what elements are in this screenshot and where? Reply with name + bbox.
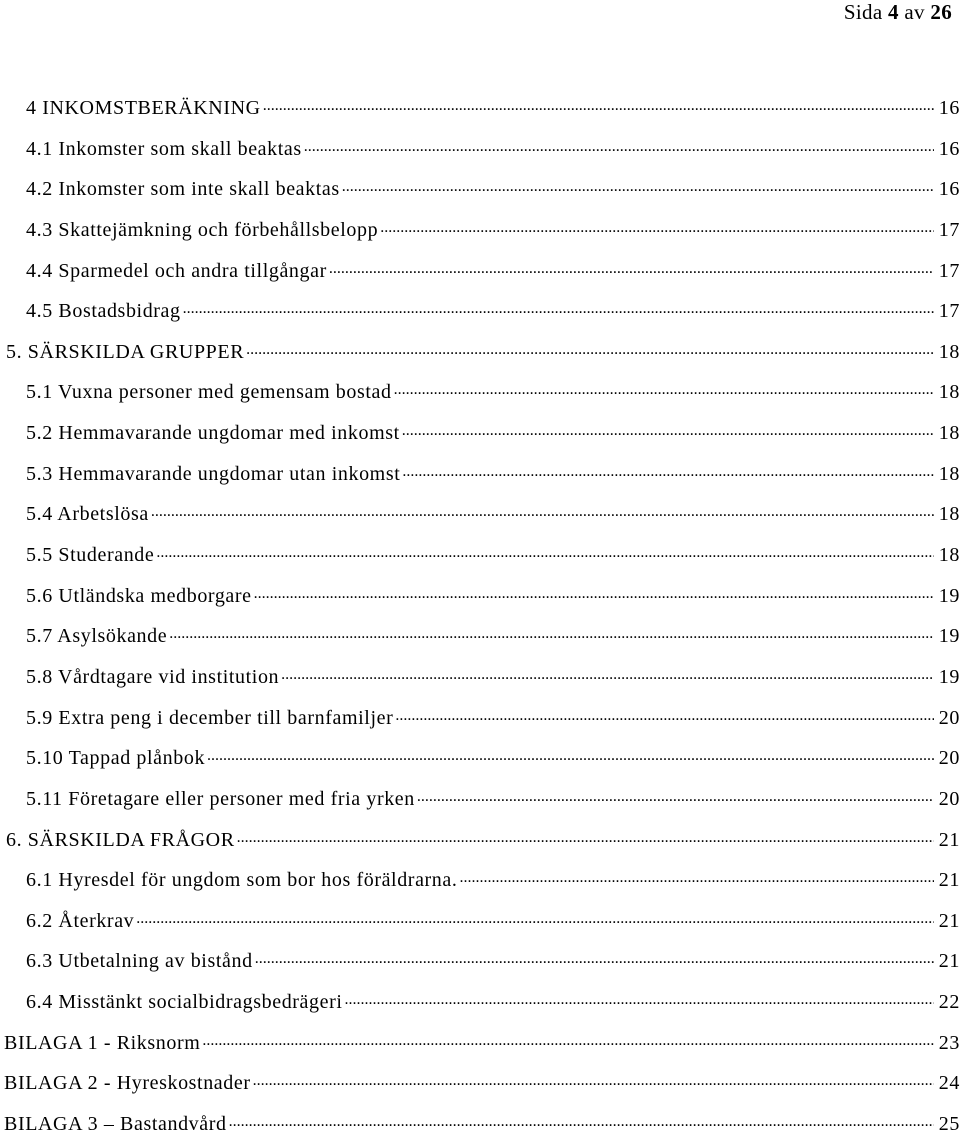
toc-entry-page-number[interactable]: 18 <box>938 462 960 485</box>
toc-dot-leader <box>342 175 934 195</box>
toc-entry-title[interactable]: 6.3 Utbetalning av bistånd <box>26 950 253 973</box>
toc-entry-title[interactable]: 5. SÄRSKILDA GRUPPER <box>6 340 245 363</box>
toc-dot-leader <box>202 1029 934 1049</box>
toc-entry-title[interactable]: 5.9 Extra peng i december till barnfamiljer <box>26 706 394 729</box>
toc-entry[interactable] <box>0 616 960 657</box>
toc-dot-leader <box>156 541 934 561</box>
toc-entry[interactable] <box>0 657 960 698</box>
toc-entry-title[interactable]: BILAGA 1 - Riksnorm <box>4 1031 201 1054</box>
toc-dot-leader <box>329 257 934 277</box>
toc-entry-title[interactable]: 6.4 Misstänkt socialbidragsbedrägeri <box>26 991 343 1014</box>
toc-entry-page-number[interactable]: 17 <box>938 259 960 282</box>
toc-dot-leader <box>460 866 935 886</box>
toc-entry[interactable] <box>0 88 960 129</box>
toc-dot-leader <box>254 582 934 602</box>
toc-entry[interactable] <box>0 698 960 739</box>
toc-entry-page-number[interactable]: 16 <box>938 178 960 201</box>
toc-entry-title[interactable]: 5.10 Tappad plånbok <box>26 747 206 770</box>
toc-entry-title[interactable]: 5.4 Arbetslösa <box>26 503 149 526</box>
toc-entry-title[interactable]: 5.5 Studerande <box>26 544 155 567</box>
toc-entry[interactable] <box>0 1104 960 1145</box>
toc-entry-title[interactable]: 5.11 Företagare eller personer med fria yrken <box>26 787 415 810</box>
toc-entry-page-number[interactable]: 19 <box>938 625 960 648</box>
toc-dot-leader <box>345 988 934 1008</box>
toc-entry[interactable] <box>0 291 960 332</box>
toc-dot-leader <box>380 216 934 236</box>
toc-entry[interactable] <box>0 779 960 820</box>
toc-entry-page-number[interactable]: 18 <box>938 340 960 363</box>
toc-dot-leader <box>281 663 934 683</box>
toc-entry-page-number[interactable]: 19 <box>938 665 960 688</box>
toc-entry-page-number[interactable]: 18 <box>938 503 960 526</box>
toc-entry-page-number[interactable]: 21 <box>938 869 960 892</box>
toc-dot-leader <box>183 297 934 317</box>
toc-dot-leader <box>253 1069 934 1089</box>
toc-entry-title[interactable]: 6.1 Hyresdel för ungdom som bor hos föräldrarna. <box>26 869 458 892</box>
toc-entry[interactable] <box>0 941 960 982</box>
toc-dot-leader <box>402 419 934 439</box>
toc-entry[interactable] <box>0 454 960 495</box>
toc-entry-page-number[interactable]: 23 <box>938 1031 960 1054</box>
toc-dot-leader <box>136 907 934 927</box>
toc-entry[interactable] <box>0 413 960 454</box>
toc-entry-title[interactable]: 5.3 Hemmavarande ungdomar utan inkomst <box>26 462 401 485</box>
toc-dot-leader <box>151 500 934 520</box>
toc-entry-page-number[interactable]: 25 <box>938 1113 960 1136</box>
toc-entry[interactable] <box>0 576 960 617</box>
toc-entry-page-number[interactable]: 18 <box>938 422 960 445</box>
toc-entry-page-number[interactable]: 21 <box>938 909 960 932</box>
toc-dot-leader <box>229 1110 934 1130</box>
toc-entry-page-number[interactable]: 19 <box>938 584 960 607</box>
toc-entry-title[interactable]: 5.7 Asylsökande <box>26 625 168 648</box>
toc-entry[interactable] <box>0 332 960 373</box>
page-number-header <box>844 0 952 24</box>
toc-entry-title[interactable]: 6. SÄRSKILDA FRÅGOR <box>6 828 235 851</box>
toc-entry-page-number[interactable]: 20 <box>938 787 960 810</box>
toc-entry-page-number[interactable]: 21 <box>938 828 960 851</box>
toc-entry-title[interactable]: 4.4 Sparmedel och andra tillgångar <box>26 259 327 282</box>
toc-entry-title[interactable]: 4.2 Inkomster som inte skall beaktas <box>26 178 340 201</box>
toc-entry-page-number[interactable]: 16 <box>938 97 960 119</box>
toc-entry-page-number[interactable]: 18 <box>938 381 960 404</box>
toc-entry-page-number[interactable]: 21 <box>938 950 960 973</box>
toc-entry[interactable] <box>0 1063 960 1104</box>
toc-dot-leader <box>395 704 934 724</box>
toc-entry-title[interactable]: 5.6 Utländska medborgare <box>26 584 252 607</box>
toc-entry[interactable] <box>0 820 960 861</box>
toc-dot-leader <box>402 460 934 480</box>
toc-entry[interactable] <box>0 860 960 901</box>
toc-entry[interactable] <box>0 210 960 251</box>
toc-entry-title[interactable]: 4.1 Inkomster som skall beaktas <box>26 137 302 160</box>
toc-entry-page-number[interactable]: 20 <box>938 747 960 770</box>
toc-entry-page-number[interactable]: 24 <box>938 1072 960 1095</box>
toc-entry-title[interactable]: 6.2 Återkrav <box>26 909 135 932</box>
toc-entry[interactable] <box>0 494 960 535</box>
toc-dot-leader <box>237 826 934 846</box>
toc-entry[interactable] <box>0 251 960 292</box>
toc-dot-leader <box>169 622 934 642</box>
toc-entry-title[interactable]: BILAGA 3 – Bastandvård <box>4 1113 227 1136</box>
toc-entry-page-number[interactable]: 16 <box>938 137 960 160</box>
toc-dot-leader <box>207 744 934 764</box>
total-pages: 26 <box>930 0 952 24</box>
toc-entry-page-number[interactable]: 20 <box>938 706 960 729</box>
current-page: 4 <box>888 0 899 24</box>
toc-entry-title[interactable]: 5.2 Hemmavarande ungdomar med inkomst <box>26 422 400 445</box>
toc-dot-leader <box>417 785 934 805</box>
page-middle: av <box>904 0 925 24</box>
toc-dot-leader <box>263 94 934 114</box>
toc-entry-title[interactable]: 5.8 Vårdtagare vid institution <box>26 665 280 688</box>
toc-entry-title[interactable]: 5.1 Vuxna personer med gemensam bostad <box>26 381 392 404</box>
toc-entry-title[interactable]: 4 INKOMSTBERÄKNING <box>26 97 261 119</box>
table-of-contents <box>0 88 960 1145</box>
toc-entry[interactable] <box>0 982 960 1023</box>
toc-dot-leader <box>304 135 934 155</box>
toc-entry[interactable] <box>0 901 960 942</box>
toc-dot-leader <box>255 947 934 967</box>
toc-dot-leader <box>394 378 934 398</box>
toc-entry[interactable] <box>0 129 960 170</box>
toc-entry[interactable] <box>0 535 960 576</box>
toc-entry-page-number[interactable]: 18 <box>938 544 960 567</box>
toc-entry-title[interactable]: BILAGA 2 - Hyreskostnader <box>4 1072 251 1095</box>
toc-entry-page-number[interactable]: 17 <box>938 300 960 323</box>
toc-entry[interactable] <box>0 372 960 413</box>
toc-entry[interactable] <box>0 169 960 210</box>
toc-entry[interactable] <box>0 1023 960 1064</box>
toc-entry-page-number[interactable]: 17 <box>938 218 960 241</box>
toc-entry-title[interactable]: 4.3 Skattejämkning och förbehållsbelopp <box>26 218 379 241</box>
toc-dot-leader <box>246 338 934 358</box>
toc-entry[interactable] <box>0 738 960 779</box>
toc-entry-title[interactable]: 4.5 Bostadsbidrag <box>26 300 181 323</box>
page-prefix: Sida <box>843 0 883 24</box>
toc-entry-page-number[interactable]: 22 <box>938 991 960 1014</box>
